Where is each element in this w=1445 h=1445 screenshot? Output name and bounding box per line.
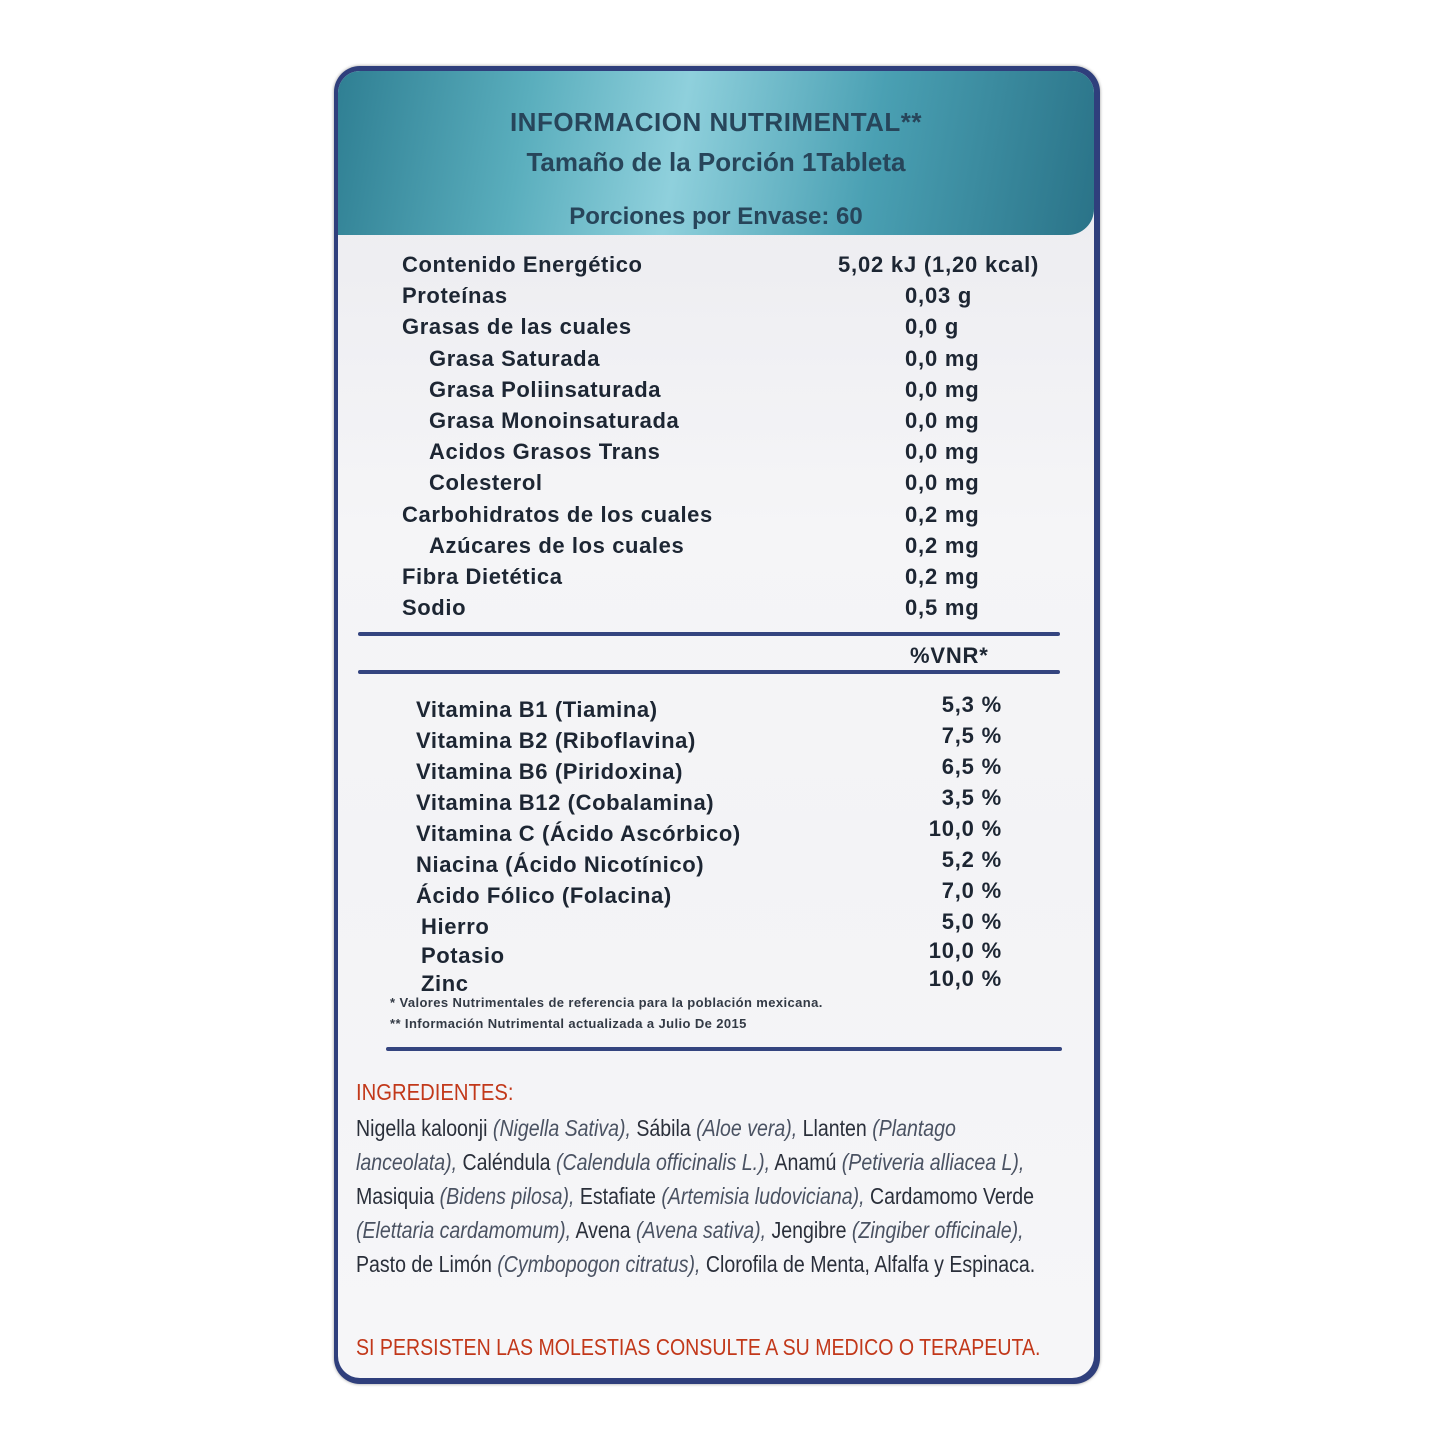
vitamin-value: 5,0 % xyxy=(941,909,1002,934)
vitamin-value: 10,0 % xyxy=(928,938,1002,963)
divider-line xyxy=(358,670,1060,674)
ingredient-name: Clorofila de Menta, Alfalfa y Espinaca. xyxy=(700,1251,1036,1277)
vitamin-name: Potasio xyxy=(421,943,505,968)
ingredient-name: Caléndula xyxy=(457,1149,556,1175)
vitamin-name: Niacina (Ácido Nicotínico) xyxy=(416,852,705,877)
ingredient-scientific-name: (Petiveria alliacea L), xyxy=(841,1149,1025,1175)
footnote: * Valores Nutrimentales de referencia para la población mexicana. xyxy=(390,995,823,1010)
ingredient-scientific-name: (Avena sativa), xyxy=(635,1217,767,1243)
nutrient-name: Grasas de las cuales xyxy=(402,314,632,340)
serving-size: Tamaño de la Porción 1Tableta xyxy=(526,147,906,177)
vitamin-name: Vitamina C (Ácido Ascórbico) xyxy=(416,821,741,846)
nutrient-name: Azúcares de los cuales xyxy=(429,532,685,558)
ingredient-scientific-name: (Plantago lanceolata), xyxy=(356,1115,956,1175)
vitamin-name: Hierro xyxy=(421,914,490,939)
nutrient-name: Fibra Dietética xyxy=(402,564,563,589)
vitamin-name: Ácido Fólico (Folacina) xyxy=(416,883,672,908)
ingredient-name: Avena xyxy=(571,1217,636,1243)
ingredient-name: Jengibre xyxy=(766,1217,852,1243)
vitamin-name: Zinc xyxy=(421,971,469,996)
vitamin-value: 5,3 % xyxy=(941,692,1002,717)
nutrient-value: 0,0 mg xyxy=(905,470,980,496)
nutrient-name: Sodio xyxy=(402,595,467,621)
nutrient-value: 0,0 mg xyxy=(905,408,980,433)
divider-line xyxy=(386,1047,1062,1051)
ingredients-title: INGREDIENTES: xyxy=(356,1079,514,1105)
vitamin-name: Vitamina B12 (Cobalamina) xyxy=(416,790,715,815)
vitamin-name: Vitamina B1 (Tiamina) xyxy=(416,697,658,722)
nutrient-name: Grasa Monoinsaturada xyxy=(429,408,680,433)
ingredient-scientific-name: (Artemisia ludoviciana), xyxy=(661,1183,865,1209)
ingredient-name: Estafiate xyxy=(574,1183,662,1209)
nutrient-name: Colesterol xyxy=(429,470,543,496)
ingredient-scientific-name: (Bidens pilosa), xyxy=(439,1183,575,1209)
ingredient-scientific-name: (Calendula officinalis L.), xyxy=(555,1149,771,1175)
ingredient-name: Masiquia xyxy=(356,1183,440,1209)
nutrient-value: 5,02 kJ (1,20 kcal) xyxy=(838,252,1040,277)
nutrient-value: 0,0 mg xyxy=(905,439,980,465)
label-header xyxy=(338,71,1094,235)
nutrient-value: 0,5 mg xyxy=(905,595,980,621)
ingredient-scientific-name: (Cymbopogon citratus), xyxy=(497,1251,701,1277)
ingredient-name: Nigella kaloonji xyxy=(356,1115,493,1141)
nutrient-value: 0,2 mg xyxy=(905,501,980,527)
ingredient-scientific-name: (Aloe vera), xyxy=(696,1115,798,1141)
ingredients-text xyxy=(356,1111,1062,1281)
divider-line xyxy=(358,632,1060,636)
vitamin-value: 6,5 % xyxy=(941,754,1002,779)
vitamin-name: Vitamina B6 (Piridoxina) xyxy=(416,759,684,784)
ingredient-scientific-name: (Zingiber officinale), xyxy=(851,1217,1024,1243)
nutrient-name: Proteínas xyxy=(402,283,508,309)
nutrient-name: Grasa Saturada xyxy=(429,345,601,371)
ingredient-name: Llanten xyxy=(797,1115,873,1141)
nutrient-value: 0,03 g xyxy=(905,283,973,309)
label-panel xyxy=(338,71,1094,1378)
vitamin-value: 7,5 % xyxy=(941,723,1002,748)
vitamin-value: 10,0 % xyxy=(928,816,1002,841)
nutrient-name: Grasa Poliinsaturada xyxy=(429,376,662,402)
vitamin-name: Vitamina B2 (Riboflavina) xyxy=(416,728,696,753)
nutrient-name: Acidos Grasos Trans xyxy=(429,439,661,465)
nutrient-name: Contenido Energético xyxy=(402,252,643,277)
warning-text: SI PERSISTEN LAS MOLESTIAS CONSULTE A SU MEDICO O TERAPEUTA. xyxy=(356,1334,1041,1360)
vitamin-value: 3,5 % xyxy=(941,785,1002,810)
vitamin-value: 5,2 % xyxy=(941,847,1002,872)
nutrient-value: 0,2 mg xyxy=(905,532,980,558)
nutrient-value: 0,2 mg xyxy=(905,564,980,589)
ingredient-name: Anamú xyxy=(770,1149,842,1175)
ingredient-scientific-name: (Elettaria cardamomum), xyxy=(356,1217,572,1243)
vitamin-value: 10,0 % xyxy=(928,966,1002,991)
nutrient-name: Carbohidratos de los cuales xyxy=(402,501,713,527)
vitamin-value: 7,0 % xyxy=(941,878,1002,903)
nutrient-value: 0,0 g xyxy=(905,314,960,340)
servings-per-container: Porciones por Envase: 60 xyxy=(569,203,863,230)
nutrient-value: 0,0 mg xyxy=(905,345,980,371)
ingredient-name: Cardamomo Verde xyxy=(864,1183,1035,1209)
ingredient-name: Sábila xyxy=(630,1115,697,1141)
footnote: ** Información Nutrimental actualizada a Julio De 2015 xyxy=(390,1016,747,1031)
vnr-header: %VNR* xyxy=(910,643,989,668)
label-title: INFORMACION NUTRIMENTAL** xyxy=(509,107,923,137)
nutrition-label xyxy=(334,66,1100,1384)
ingredient-name: Pasto de Limón xyxy=(356,1251,498,1277)
ingredient-scientific-name: (Nigella Sativa), xyxy=(492,1115,631,1141)
nutrient-value: 0,0 mg xyxy=(905,376,980,402)
